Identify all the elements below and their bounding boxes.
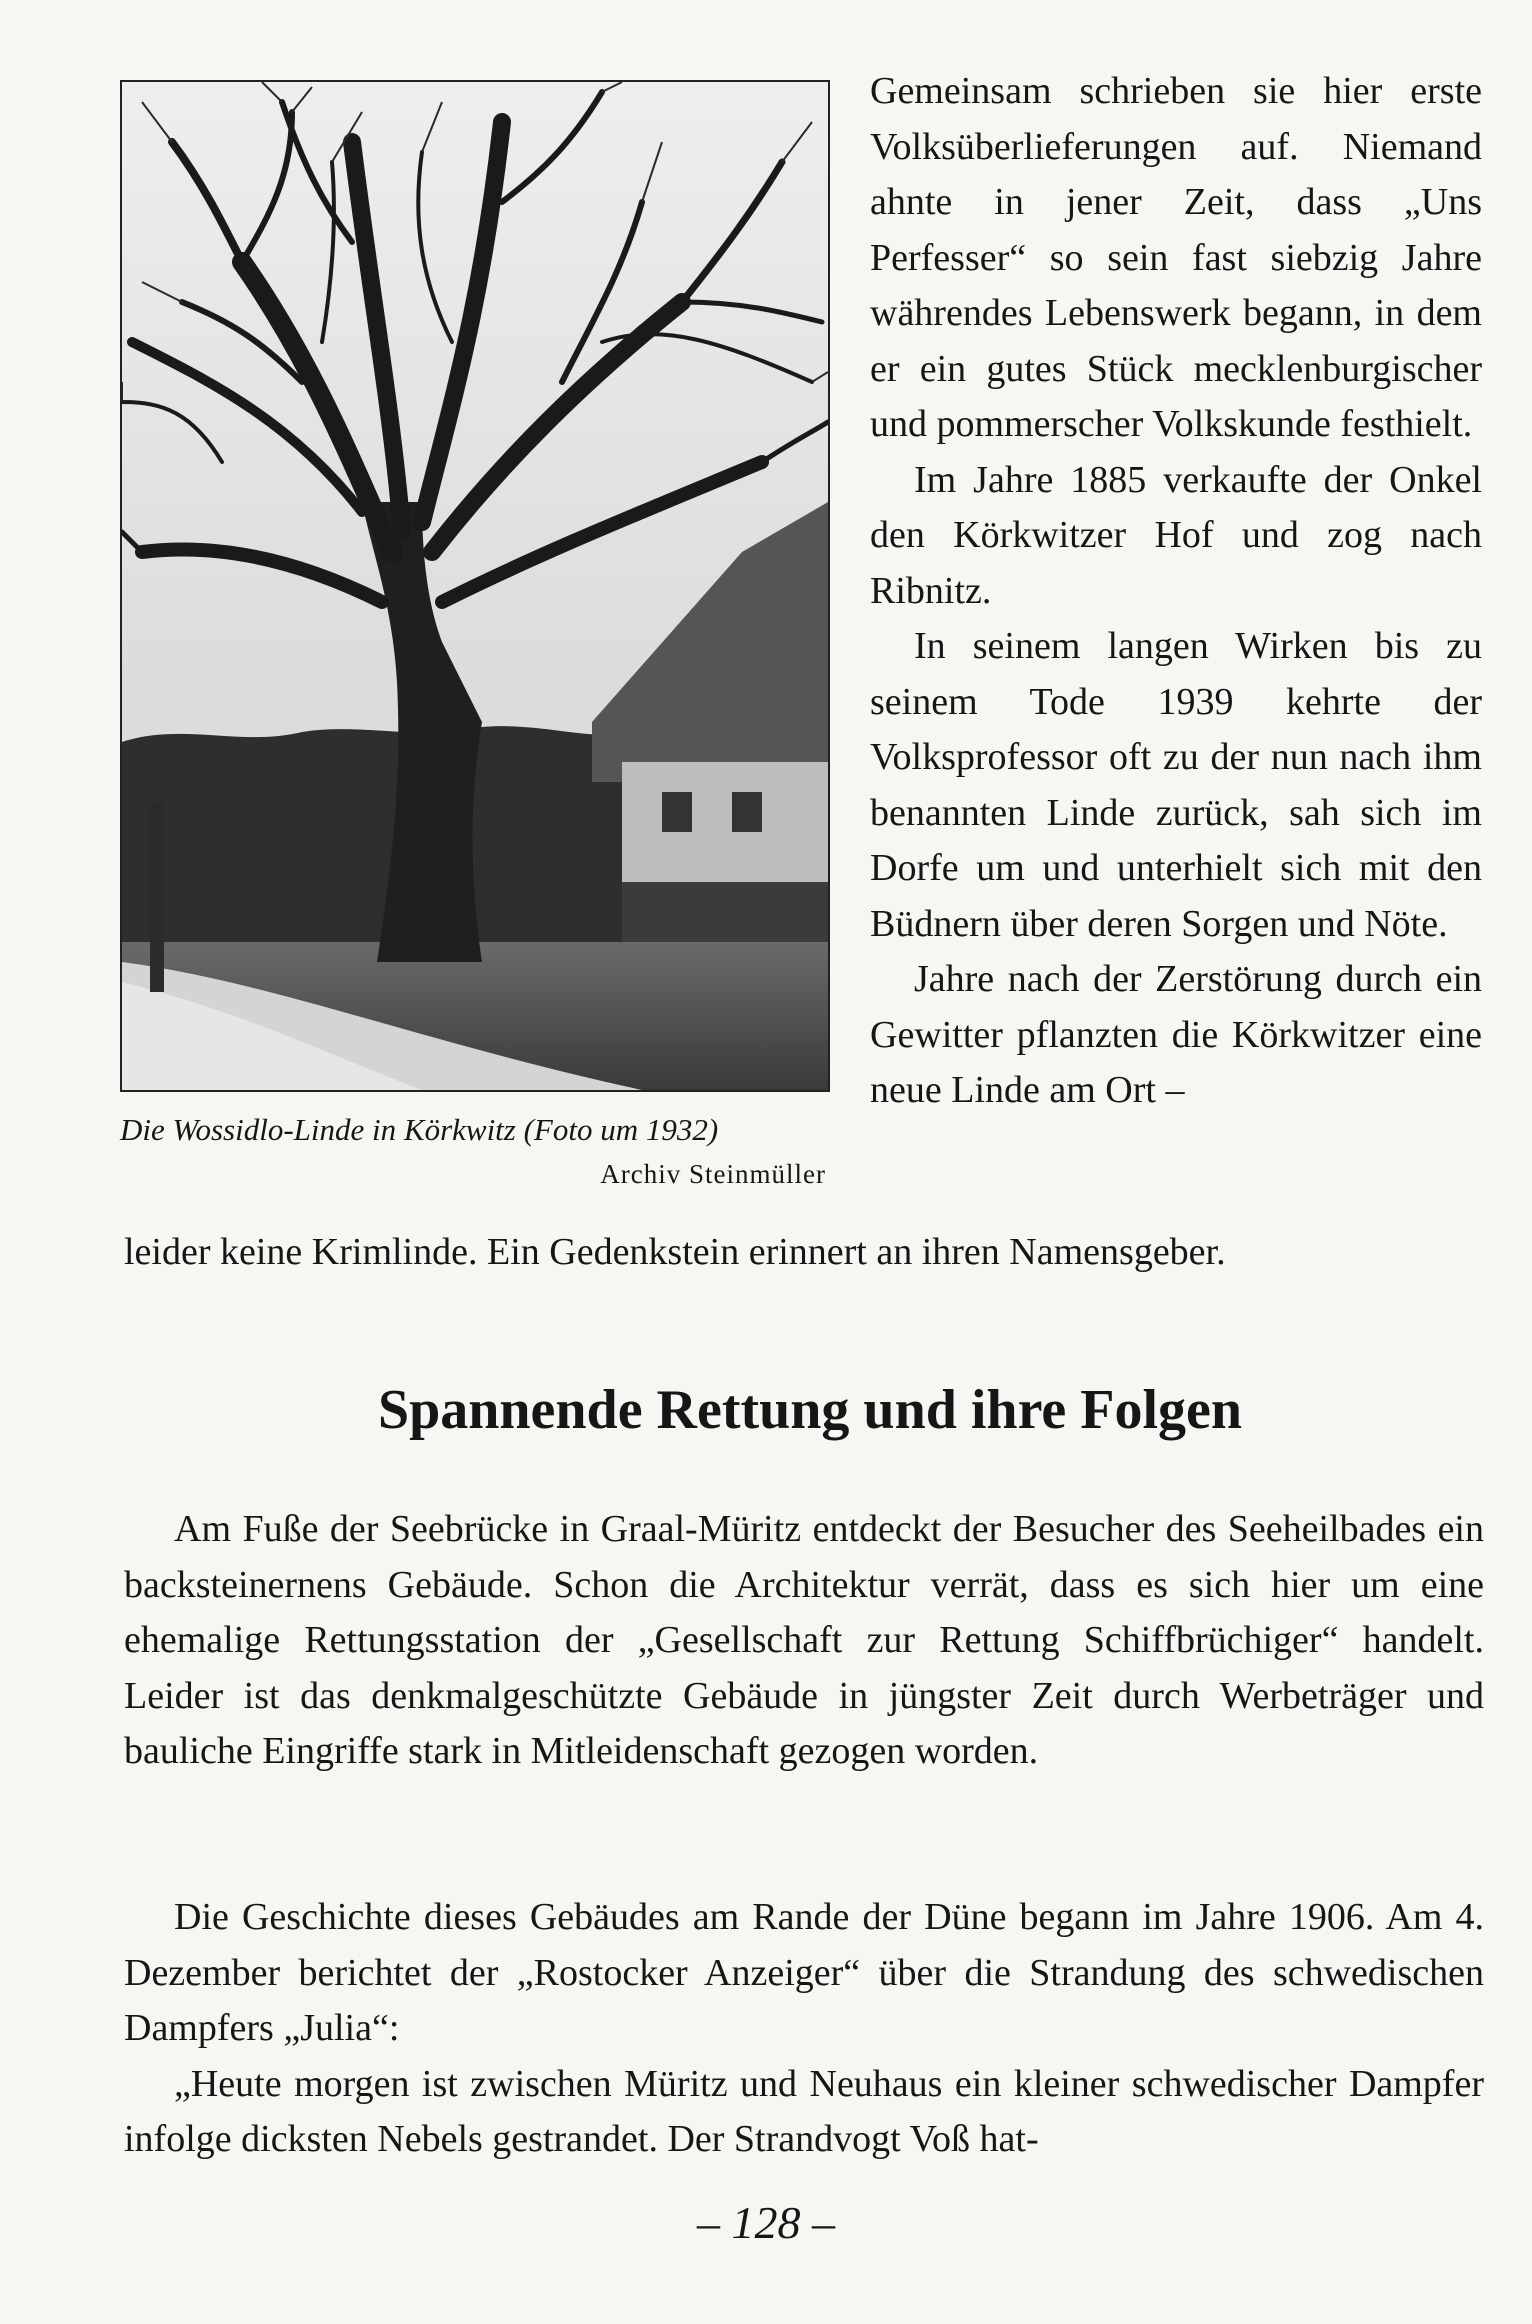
linden-tree-photo — [120, 80, 830, 1092]
caption-credit: Archiv Steinmüller — [600, 1159, 826, 1189]
paragraph: Die Geschichte dieses Gebäudes am Rande der Düne begann im Jahre 1906. Am 4. Dezember berichtet der „Rostocker Anzeiger“ über die Strandung des schwedischen Dampfers „Julia“: — [124, 1896, 1484, 2049]
paragraph: Im Jahre 1885 verkaufte der Onkel den Körkwitzer Hof und zog nach Ribnitz. — [870, 458, 1482, 612]
page-number: – 128 – — [697, 2197, 835, 2248]
section-title: Spannende Rettung und ihre Folgen — [377, 1379, 1243, 1441]
paragraph: Am Fuße der Seebrücke in Graal-Müritz entdeckt der Besucher des Seeheilbades ein backsteinernens Gebäude. Schon die Architektur verrät, dass es sich hier um eine ehemalige Rettungsstation der „Gesellschaft zur Rettung Schiffbrüchiger“ handelt. Leider ist das denkmalgeschützte Gebäude in jüngster Zeit durch Werbeträger und bauliche Eingriffe stark in Mitleidenschaft gezogen worden. — [124, 1508, 1484, 1772]
quote-paragraph: „Heute morgen ist zwischen Müritz und Neuhaus ein kleiner schwedischer Dampfer infolge dicksten Nebels gestrandet. Der Strandvogt Voß hat- — [124, 2062, 1484, 2160]
figure-caption — [120, 1108, 826, 1196]
body-paragraph — [124, 1502, 1484, 1780]
paragraph-continuation: leider keine Krimlinde. Ein Gedenkstein erinnert an ihren Namensgeber. — [124, 1231, 1226, 1273]
paragraph: In seinem langen Wirken bis zu seinem Tode 1939 kehrte der Volksprofessor oft zu der nun nach ihm benannten Linde zurück, sah sich im Dorfe um und unterhielt sich mit den Büdnern über deren Sorgen und Nöte. — [870, 625, 1482, 945]
caption-title: Die Wossidlo-Linde in Körkwitz (Foto um 1932) — [120, 1112, 719, 1147]
paragraph: Jahre nach der Zerstörung durch ein Gewitter pflanzten die Körkwitzer eine neue Linde am Ort – — [870, 958, 1482, 1111]
paragraph: Gemeinsam schrieben sie hier erste Volksüberlieferungen auf. Niemand ahnte in jener Zeit, dass „Uns Perfesser“ so sein fast siebzig Jahre währendes Lebenswerk begann, in dem er ein gutes Stück mecklenburgischer und pommerscher Volkskunde festhielt. — [870, 70, 1482, 445]
right-text-column — [870, 64, 1482, 1119]
body-paragraph — [124, 1890, 1484, 2168]
